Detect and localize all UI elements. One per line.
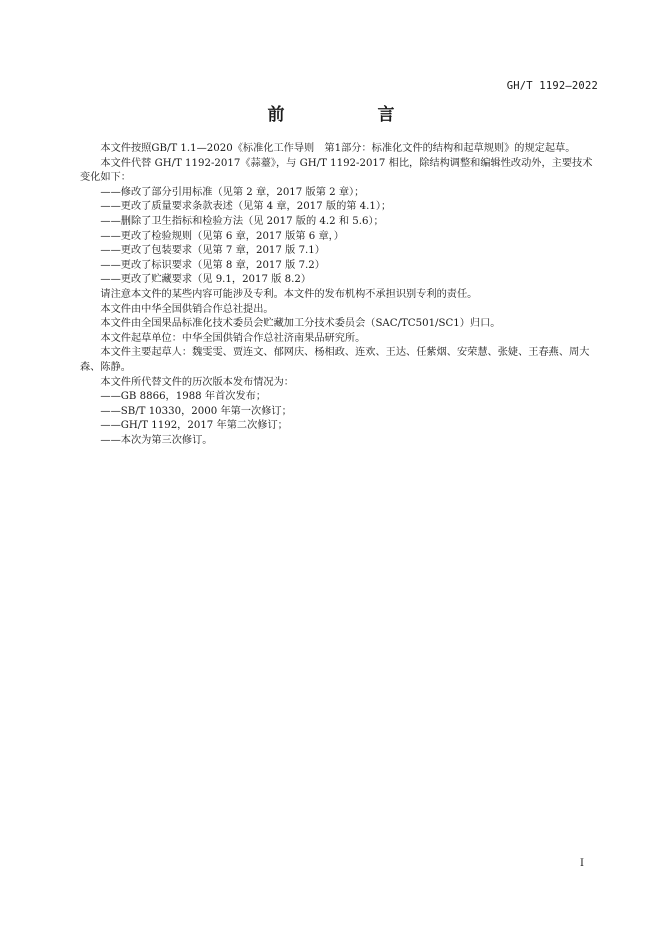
paragraph-drafting-rules: 本文件按照GB/T 1.1—2020《标准化工作导则 第1部分：标准化文件的结构和起草规则》的规定起草。 <box>100 143 576 154</box>
list-item: ——SB/T 10330，2000 年第一次修订； <box>100 405 292 417</box>
standard-code: GH/T 1192—2022 <box>506 80 598 92</box>
foreword-body <box>80 142 600 448</box>
technical-changes-list <box>80 186 600 288</box>
list-item: ——更改了标识要求（见第 8 章，2017 版 7.2） <box>100 259 325 271</box>
list-item: ——更改了包装要求（见第 7 章，2017 版 7.1） <box>100 245 325 257</box>
list-item: ——修改了部分引用标准（见第 2 章，2017 版第 2 章）； <box>100 186 365 198</box>
paragraph-version-history: 本文件所代替文件的历次版本发布情况为： <box>100 376 294 388</box>
list-item: ——删除了卫生指标和检验方法（见 2017 版的 4.2 和 5.6）； <box>100 215 384 227</box>
list-item: ——更改了贮藏要求（见 9.1，2017 版 8.2） <box>100 274 312 286</box>
list-item: ——更改了质量要求条款表述（见第 4 章，2017 版的第 4.1）； <box>100 201 392 213</box>
list-item: ——GB 8866，1988 年首次发布； <box>100 391 267 403</box>
paragraph-drafting-organization: 本文件起草单位：中华全国供销合作总社济南果品研究所。 <box>100 332 366 344</box>
paragraph-replacement: 本文件代替 GH/T 1192-2017《蒜薹》，与 GH/T 1192-2017 相比，除结构调整和编辑性改动外，主要技术变化如下： <box>80 157 593 184</box>
list-item: ——本次为第三次修订。 <box>100 434 213 446</box>
version-history-list <box>80 390 600 448</box>
list-item: ——更改了检验规则（见第 6 章，2017 版第 6 章，） <box>100 230 344 242</box>
paragraph-technical-committee: 本文件由全国果品标准化技术委员会贮藏加工分技术委员会（SAC/TC501/SC1）归口。 <box>100 318 501 330</box>
paragraph-proposer: 本文件由中华全国供销合作总社提出。 <box>100 303 274 315</box>
paragraph-drafters: 本文件主要起草人：魏雯雯、贾连文、郁网庆、杨相政、连欢、王达、任紫烟、安荣慧、张婕、王春燕、周大森、陈静。 <box>80 347 590 373</box>
page-number: I <box>580 858 584 869</box>
page-title: 前 言 <box>267 105 433 125</box>
paragraph-patent-notice: 请注意本文件的某些内容可能涉及专利。本文件的发布机构不承担识别专利的责任。 <box>100 288 478 300</box>
list-item: ——GH/T 1192，2017 年第二次修订； <box>100 420 288 432</box>
